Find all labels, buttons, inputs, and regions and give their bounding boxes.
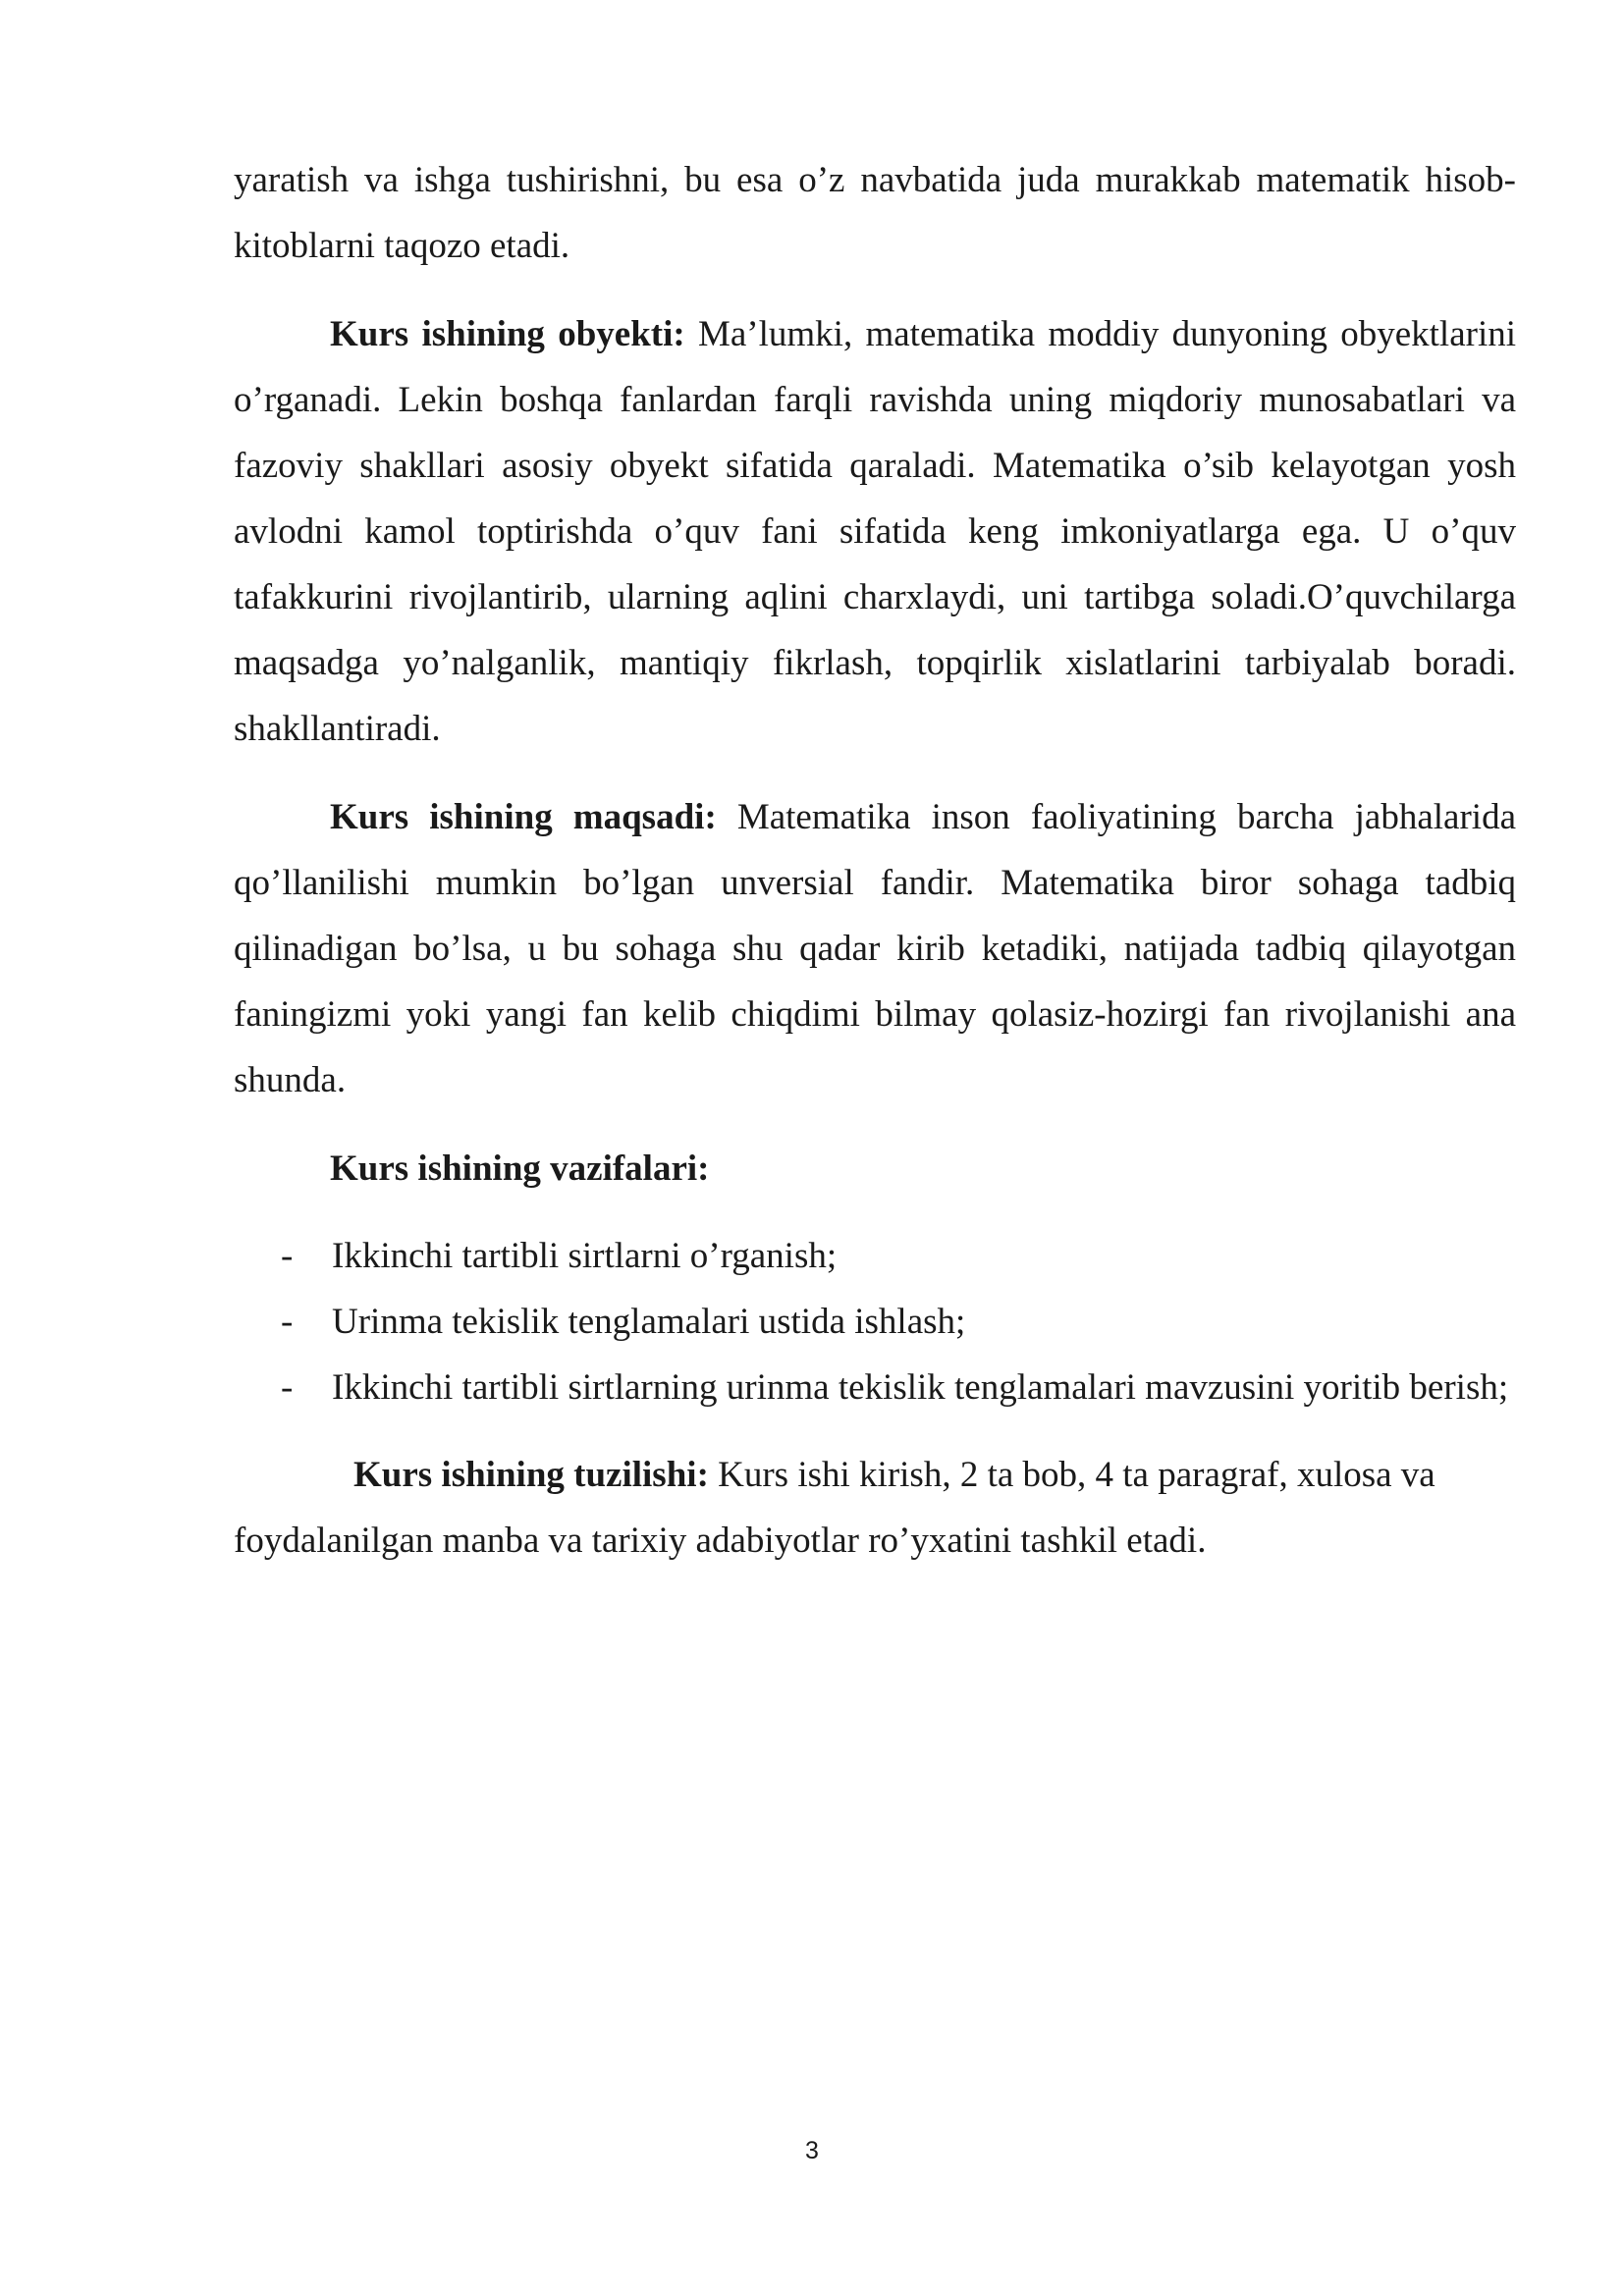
- structure-text: Kurs ishi kirish, 2 ta bob, 4 ta paragraf, xulosa va foydalanilgan manba va tarixiy adabiyotlar ro’yxatini tashkil etadi.: [234, 1455, 1435, 1561]
- list-bullet: -: [281, 1367, 294, 1408]
- list-bullet: -: [281, 1236, 294, 1276]
- intro-paragraph: yaratish va ishga tushirishni, bu esa o’z navbatida juda murakkab matematik hisob-kitoblarni taqozo etadi.: [234, 160, 1516, 266]
- object-heading: Kurs ishining obyekti:: [330, 314, 685, 354]
- list-item: [234, 1223, 1516, 1289]
- list-item: [234, 1289, 1516, 1355]
- list-item-text: Ikkinchi tartibli sirtlarning urinma tekislik tenglamalari mavzusini yoritib berish;: [332, 1367, 1509, 1408]
- object-paragraph: [234, 301, 1516, 762]
- tasks-list: [234, 1223, 1516, 1420]
- page-number: 3: [805, 2137, 819, 2164]
- list-bullet: -: [281, 1302, 294, 1342]
- structure-heading: Kurs ishining tuzilishi:: [353, 1455, 709, 1495]
- goal-paragraph: [234, 784, 1516, 1113]
- goal-text: Matematika inson faoliyatining barcha jabhalarida qo’llanilishi mumkin bo’lgan unversial fandir. Matematika biror sohaga tadbiq qilinadigan bo’lsa, u bu sohaga shu qadar kirib ketadiki, natijada tadbiq qilayotgan faningizmi yoki yangi fan kelib chiqdimi bilmay qolasiz-hozirgi fan rivojlanishi ana shunda.: [234, 797, 1516, 1100]
- tasks-heading: Kurs ishining vazifalari:: [330, 1148, 710, 1189]
- list-item-text: Ikkinchi tartibli sirtlarni o’rganish;: [332, 1236, 838, 1276]
- list-item: [234, 1355, 1516, 1420]
- object-text: Ma’lumki, matematika moddiy dunyoning obyektlarini o’rganadi. Lekin boshqa fanlardan farqli ravishda uning miqdoriy munosabatlari va fazoviy shakllari asosiy obyekt sifatida qaraladi. Matematika o’sib kelayotgan yosh avlodni kamol toptirishda o’quv fani sifatida keng imkoniyatlarga ega. U o’quv tafakkurini rivojlantirib, ularning aqlini charxlaydi, uni tartibga soladi.O’quvchilarga maqsadga yo’nalganlik, mantiqiy fikrlash, topqirlik xislatlarini tarbiyalab boradi. shakllantiradi.: [234, 314, 1516, 749]
- list-item-text: Urinma tekislik tenglamalari ustida ishlash;: [332, 1302, 966, 1342]
- goal-heading: Kurs ishining maqsadi:: [330, 797, 717, 837]
- document-body: [234, 147, 1516, 1574]
- structure-paragraph: [234, 1442, 1569, 1574]
